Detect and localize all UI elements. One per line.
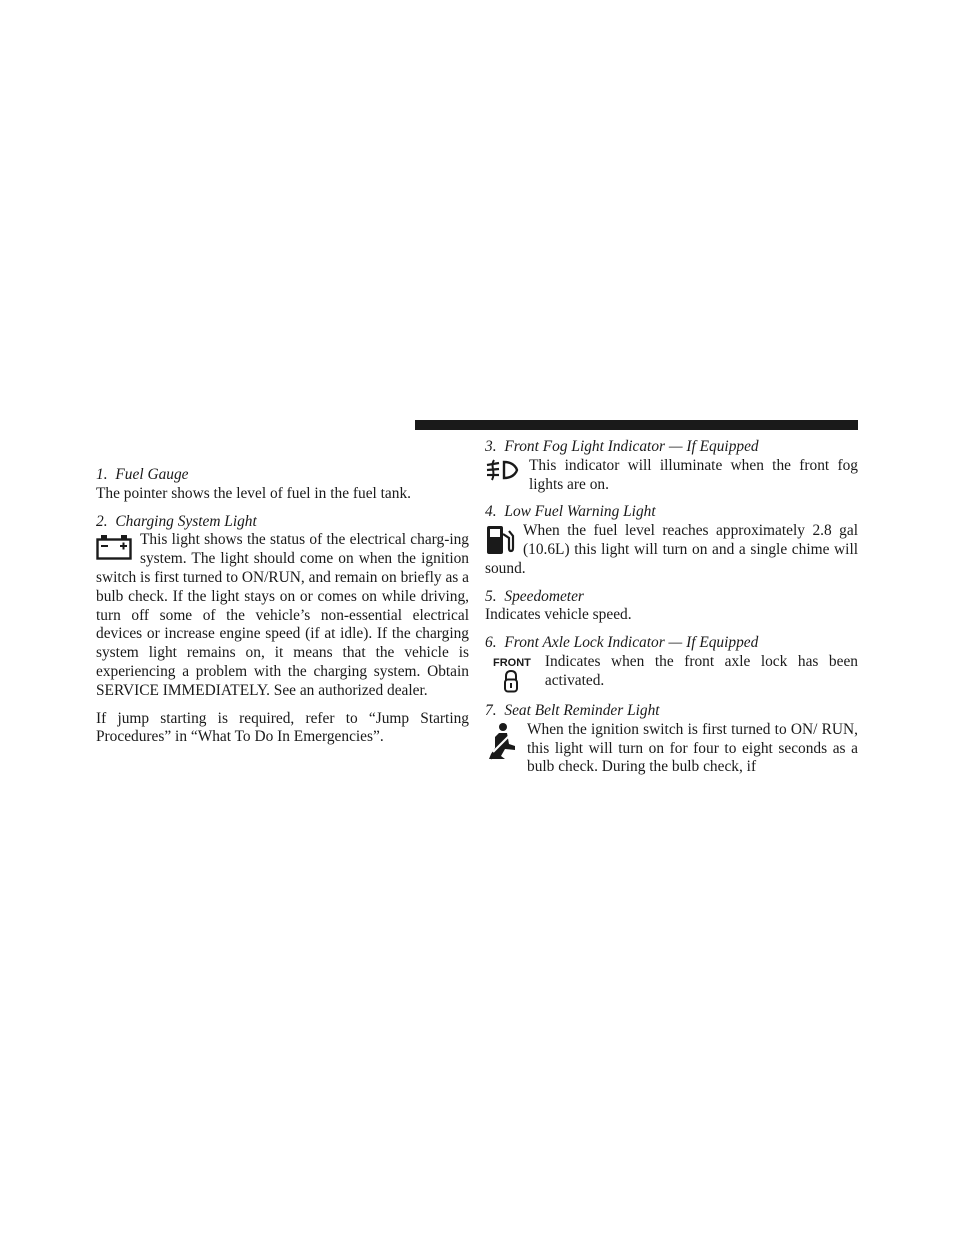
low-fuel-heading bbox=[485, 503, 858, 522]
front-fog-light-icon bbox=[485, 459, 519, 481]
axle-lock-number: 6. bbox=[485, 634, 497, 652]
axle-lock-section bbox=[485, 634, 858, 693]
speedometer-section bbox=[485, 588, 858, 626]
charging-title: Charging System Light bbox=[115, 512, 257, 530]
low-fuel-title: Low Fuel Warning Light bbox=[504, 503, 656, 521]
charging-heading bbox=[96, 513, 469, 532]
fuel-pump-icon bbox=[485, 524, 515, 556]
seat-belt-body: When the ignition switch is first turned to ON/ RUN, this light will turn on for four to eight seconds as a bulb check. During the bulb check, if bbox=[527, 720, 858, 776]
front-axle-lock-icon bbox=[493, 657, 531, 693]
axle-lock-body: Indicates when the front axle lock has been activated. bbox=[544, 652, 858, 689]
speedometer-number: 5. bbox=[485, 587, 497, 605]
fuel-gauge-body: The pointer shows the level of fuel in the fuel tank. bbox=[96, 484, 411, 502]
axle-lock-heading bbox=[485, 634, 858, 653]
seat-belt-section bbox=[485, 702, 858, 777]
fuel-gauge-number: 1. bbox=[96, 466, 108, 483]
low-fuel-section bbox=[485, 503, 858, 578]
seat-belt-number: 7. bbox=[485, 701, 497, 719]
fuel-gauge-section bbox=[96, 466, 469, 504]
left-column bbox=[96, 466, 469, 756]
seat-belt-title: Seat Belt Reminder Light bbox=[504, 701, 660, 719]
seat-belt-icon bbox=[485, 722, 519, 760]
seat-belt-heading bbox=[485, 702, 858, 721]
fog-heading bbox=[485, 438, 858, 457]
jump-start-note: If jump starting is required, refer to “Jump Starting Procedures” in “What To Do In Emergencies”. bbox=[96, 709, 469, 746]
fog-number: 3. bbox=[485, 438, 497, 455]
speedometer-body: Indicates vehicle speed. bbox=[485, 606, 632, 624]
right-column bbox=[485, 438, 858, 786]
fuel-gauge-heading bbox=[96, 466, 469, 485]
fog-title: Front Fog Light Indicator — If Equipped bbox=[504, 438, 759, 455]
front-axle-lock-icon-text: FRONT bbox=[493, 656, 531, 669]
fog-body: This indicator will illuminate when the front fog lights are on. bbox=[529, 456, 858, 493]
fog-section bbox=[485, 438, 858, 494]
low-fuel-number: 4. bbox=[485, 503, 497, 521]
speedometer-title: Speedometer bbox=[504, 587, 584, 605]
padlock-icon bbox=[493, 669, 529, 693]
axle-lock-title: Front Axle Lock Indicator — If Equipped bbox=[504, 634, 759, 652]
battery-icon bbox=[96, 534, 132, 560]
charging-body: This light shows the status of the electrical charg-ing system. The light should come on when the ignition switch is first turned to ON/RUN, and remain on briefly as a bulb check. If the light stays on or comes on while driving, turn off some of the vehicle’s non-essential electrical devices or increase engine speed (if at idle). If the charging system light remains on, it means that the vehicle is experiencing a problem with the charging system. Obtain SERVICE IMMEDIATELY. See an authorized dealer. bbox=[96, 531, 469, 699]
header-rule bbox=[415, 420, 858, 430]
speedometer-heading bbox=[485, 588, 858, 607]
charging-section bbox=[96, 513, 469, 748]
charging-number: 2. bbox=[96, 512, 108, 530]
low-fuel-body: When the fuel level reaches approximately 2.8 gal (10.6L) this light will turn on and a single chime will sound. bbox=[485, 522, 858, 577]
fuel-gauge-title: Fuel Gauge bbox=[115, 466, 189, 483]
